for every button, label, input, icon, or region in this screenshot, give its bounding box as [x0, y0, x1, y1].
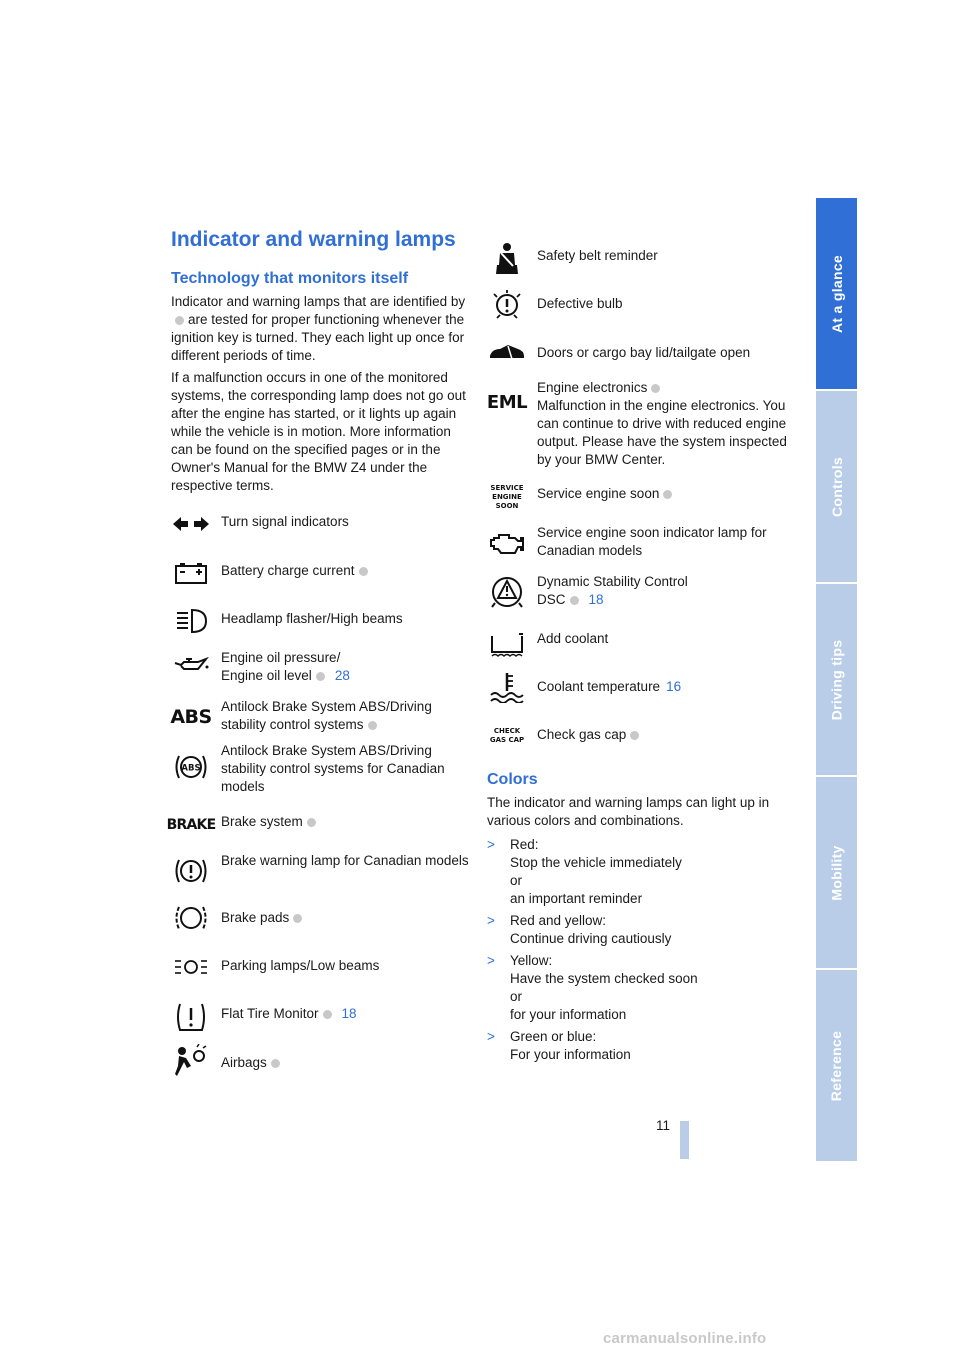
self-test-dot-icon [316, 672, 325, 681]
self-test-dot-icon [651, 384, 660, 393]
brake-warning-icon [171, 854, 211, 888]
lamp-label: Turn signal indicators [221, 514, 349, 529]
lamp-text [537, 678, 787, 696]
bulb-icon [487, 289, 527, 323]
self-test-dot-icon [323, 1010, 332, 1019]
color-line: Stop the vehicle immediately [510, 855, 682, 870]
icon-label: CHECK [493, 727, 521, 735]
coolant-level-icon [487, 628, 527, 662]
intro-text-a: Indicator and warning lamps that are identified by [171, 294, 466, 309]
page-title: Indicator and warning lamps [171, 228, 456, 251]
airbag-icon [171, 1044, 211, 1078]
tab-reference[interactable] [816, 970, 857, 1161]
self-test-dot-icon [663, 490, 672, 499]
turn-signal-icon [171, 507, 211, 541]
bullet-marker: > [487, 837, 495, 852]
lamp-text [221, 852, 471, 870]
lamp-text [537, 247, 787, 265]
eml-icon [487, 385, 527, 419]
coolant-temp-icon [487, 670, 527, 704]
color-label: Red and yellow: [510, 913, 607, 928]
intro-paragraph-1 [171, 293, 471, 365]
lamp-label: Engine oil pressure/ Engine oil level [221, 650, 341, 683]
list-item [487, 1028, 787, 1064]
color-line: or [510, 873, 523, 888]
high-beam-icon [171, 604, 211, 638]
lamp-label: Doors or cargo bay lid/tailgate open [537, 345, 751, 360]
self-test-dot-icon [630, 731, 639, 740]
section-subtitle: Technology that monitors itself [171, 270, 409, 287]
color-label: Red: [510, 837, 539, 852]
lamp-text [221, 513, 471, 531]
lamp-label: Check gas cap [537, 727, 627, 742]
lamp-text [537, 524, 787, 560]
service-engine-icon [487, 480, 527, 514]
page-reference-link[interactable]: 18 [341, 1006, 357, 1021]
lamp-text [537, 485, 787, 503]
dsc-icon [487, 575, 527, 609]
tab-label: Controls [828, 456, 845, 517]
lamp-text [221, 957, 471, 975]
tab-label: Driving tips [828, 639, 845, 720]
low-beam-icon [171, 950, 211, 984]
color-line: or [510, 989, 523, 1004]
lamp-text [221, 813, 471, 831]
self-test-dot-icon [570, 596, 579, 605]
lamp-label: Brake pads [221, 910, 290, 925]
lamp-label: Battery charge current [221, 563, 355, 578]
page-number: 11 [656, 1118, 671, 1133]
tab-mobility[interactable] [816, 777, 857, 968]
icon-label: ENGINE [492, 492, 522, 501]
icon-label: EML [486, 391, 528, 413]
color-line: Continue driving cautiously [510, 931, 672, 946]
colors-intro: The indicator and warning lamps can light up in various colors and combinations. [487, 795, 770, 828]
tab-controls[interactable] [816, 391, 857, 582]
flat-tire-icon [171, 1000, 211, 1034]
lamp-text [221, 610, 471, 628]
lamp-text [537, 630, 787, 648]
lamp-text [221, 649, 471, 685]
tab-driving-tips[interactable] [816, 584, 857, 775]
brake-icon [166, 808, 216, 842]
battery-icon [171, 556, 211, 590]
page-reference-link[interactable]: 16 [666, 679, 682, 694]
lamp-label: Engine electronics [537, 380, 648, 395]
page-reference-link[interactable]: 18 [588, 592, 604, 607]
lamp-text [537, 344, 787, 362]
icon-label: ABS [181, 763, 201, 774]
lamp-label: Add coolant [537, 631, 609, 646]
tab-label: Reference [828, 1030, 845, 1101]
intro-paragraph-2: If a malfunction occurs in one of the monitored systems, the corresponding lamp does not go out after the engine has started, or it lights up again while the vehicle is in motion. More information can be found on the specified pages or in the Owner's Manual for the BMW Z4 under the respective terms. [171, 370, 466, 493]
self-test-dot-icon [359, 567, 368, 576]
car-door-icon [487, 336, 527, 370]
list-item [487, 912, 787, 948]
self-test-dot-icon [175, 316, 184, 325]
bullet-marker: > [487, 1029, 495, 1044]
self-test-dot-icon [368, 721, 377, 730]
bullet-marker: > [487, 953, 495, 968]
self-test-dot-icon [307, 818, 316, 827]
list-item [487, 836, 787, 908]
icon-label: SERVICE [490, 483, 524, 492]
lamp-label: Brake warning lamp for Canadian models [221, 853, 469, 868]
lamp-text [221, 1005, 471, 1023]
lamp-text [537, 379, 787, 469]
tab-label: At a glance [828, 254, 845, 333]
lamp-text [537, 573, 787, 609]
lamp-label: Antilock Brake System ABS/Driving stability control systems for Canadian models [221, 743, 445, 794]
lamp-text [221, 562, 471, 580]
seat-belt-icon [487, 242, 527, 276]
lamp-label: Dynamic Stability Control DSC [537, 574, 688, 607]
lamp-label: Antilock Brake System ABS/Driving stability control systems [221, 699, 432, 732]
lamp-text [221, 698, 471, 734]
lamp-label: Airbags [221, 1055, 267, 1070]
lamp-label: Coolant temperature [537, 679, 661, 694]
lamp-label: Brake system [221, 814, 303, 829]
bullet-marker: > [487, 913, 495, 928]
lamp-description: Malfunction in the engine electronics. You can continue to drive with reduced engine output. Please have the system inspected by your BMW Center. [537, 398, 787, 467]
section-tabs [816, 198, 857, 1160]
lamp-label: Service engine soon [537, 486, 660, 501]
colors-heading: Colors [487, 771, 538, 788]
abs-icon [171, 700, 211, 734]
color-label: Green or blue: [510, 1029, 597, 1044]
list-item [487, 952, 787, 1024]
self-test-dot-icon [293, 914, 302, 923]
lamp-text [537, 295, 787, 313]
self-test-dot-icon [271, 1059, 280, 1068]
color-line: For your information [510, 1047, 631, 1062]
gas-cap-icon [487, 719, 527, 753]
lamp-text [537, 726, 787, 744]
icon-label: ABS [170, 706, 212, 728]
tab-at-a-glance[interactable] [816, 198, 857, 389]
icon-label: BRAKE [166, 817, 216, 833]
page-number-bar [680, 1121, 689, 1159]
engine-outline-icon [487, 527, 527, 561]
abs-circle-icon [171, 750, 211, 784]
icon-label: SOON [495, 501, 519, 510]
color-line: for your information [510, 1007, 627, 1022]
colors-list [487, 836, 787, 1068]
page-reference-link[interactable]: 28 [334, 668, 350, 683]
lamp-label: Safety belt reminder [537, 248, 658, 263]
lamp-label: Service engine soon indicator lamp for Canadian models [537, 525, 767, 558]
color-line: Have the system checked soon [510, 971, 698, 986]
lamp-text [221, 1054, 471, 1072]
intro-text-b: are tested for proper functioning whenever the ignition key is turned. They each light up once for different periods of time. [171, 312, 465, 363]
color-label: Yellow: [510, 953, 553, 968]
oil-can-icon [171, 649, 211, 683]
lamp-label: Defective bulb [537, 296, 623, 311]
lamp-label: Flat Tire Monitor [221, 1006, 319, 1021]
brake-pads-icon [171, 901, 211, 935]
lamp-text [221, 909, 471, 927]
lamp-label: Headlamp flasher/High beams [221, 611, 403, 626]
icon-label: GAS CAP [489, 736, 525, 744]
watermark: carmanualsonline.info [603, 1330, 767, 1347]
tab-label: Mobility [828, 844, 845, 901]
color-line: an important reminder [510, 891, 643, 906]
lamp-label: Parking lamps/Low beams [221, 958, 380, 973]
lamp-text [221, 742, 471, 796]
